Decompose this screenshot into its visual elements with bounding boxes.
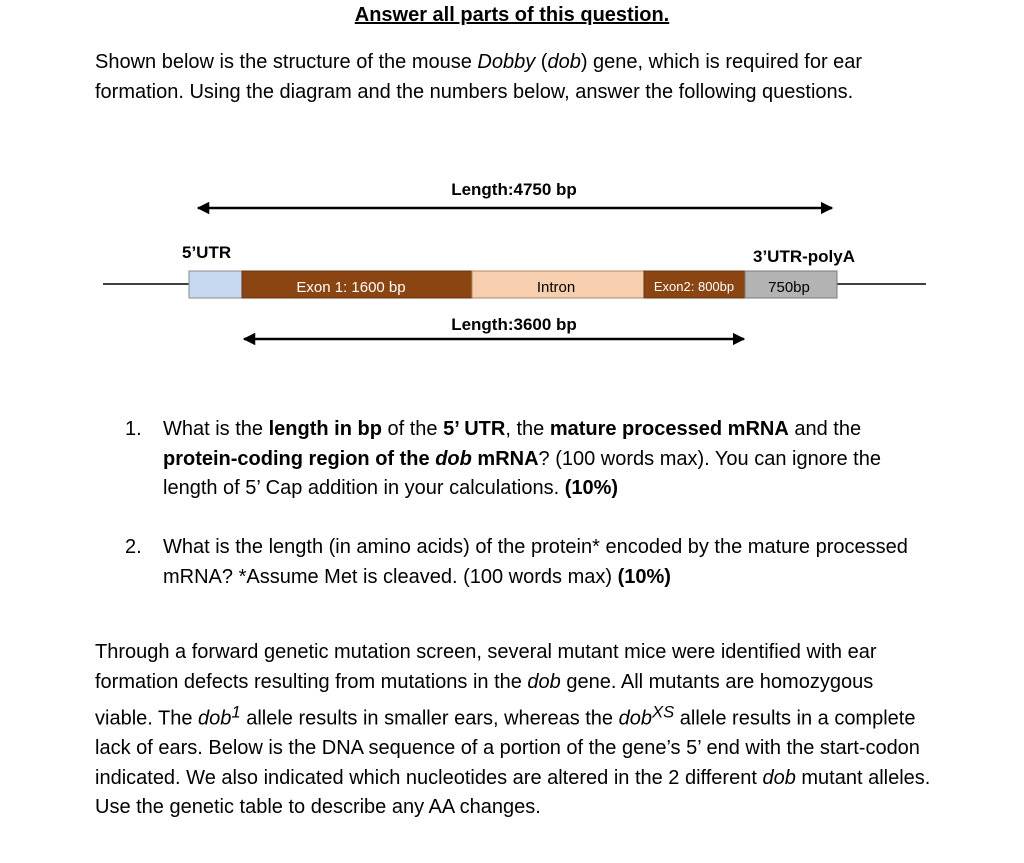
question-number: 2. — [125, 536, 142, 558]
exon1-label: Exon 1: 1600 bp — [296, 279, 406, 296]
closing-paragraph — [95, 638, 935, 823]
question-text-bold: protein-coding region of the — [163, 447, 436, 470]
gene-symbol-dob: dob — [435, 447, 472, 470]
question-text — [163, 415, 915, 504]
intron-label: Intron — [536, 279, 576, 296]
gene-name-dobby: Dobby — [477, 51, 536, 73]
gene-symbol-dob: dob — [762, 766, 796, 789]
question-text-part: and the — [788, 418, 862, 440]
intro-text: ) gene, which is required for ear formation. Using the diagram and the numbers below, answer the following questions. — [95, 51, 863, 103]
question-text — [163, 533, 915, 592]
question-text-part: , the — [505, 418, 550, 440]
allele-superscript: 1 — [231, 702, 241, 721]
closing-text: allele results in smaller ears, whereas the — [240, 707, 619, 730]
gene-symbol-dob: dob — [527, 670, 561, 693]
closing-text: Through a forward genetic mutation screen, several mutant mice were identified with ear formation defects resulting from mutations in the — [95, 641, 877, 693]
question-text-part: What is the length (in amino acids) of the protein* encoded by the mature processed mRNA? *Assume Met is cleaved. (100 words max) — [163, 536, 908, 588]
utr3-length-label: 750bp — [768, 279, 810, 296]
exon2-label: Exon2: 800bp — [653, 279, 735, 294]
question-weight: (10%) — [564, 477, 619, 499]
utr3-label: 3’UTR-polyA — [753, 247, 855, 266]
bottom-length-label: Length:3600 bp — [451, 315, 577, 334]
question-2 — [125, 533, 915, 592]
question-text-bold: mature processed mRNA — [549, 418, 789, 440]
gene-structure-diagram — [0, 0, 1024, 360]
allele-dobxs: dob — [618, 707, 652, 730]
intro-text: Shown below is the structure of the mouse — [95, 51, 478, 73]
question-text-part: What is the — [163, 418, 269, 440]
question-text-bold: 5’ UTR — [443, 418, 506, 440]
question-text-bold: length in bp — [268, 418, 382, 440]
heading: Answer all parts of this question. — [354, 4, 670, 26]
closing-text: allele results in a complete lack of ears. Below is the DNA sequence of a portion of the gene’s 5’ end with the start-codon indicated. We also indicated which nucleotides are altered in the 2 different — [95, 707, 920, 789]
gene-symbol-dob: dob — [547, 51, 581, 73]
allele-superscript: XS — [652, 702, 675, 721]
question-text-bold: mRNA — [471, 447, 539, 470]
question-weight: (10%) — [617, 565, 671, 588]
closing-text: mutant alleles. Use the genetic table to describe any AA changes. — [95, 766, 931, 819]
question-text-part: ? (100 words max). You can ignore the length of 5’ Cap addition in your calculations. — [163, 447, 881, 499]
closing-text: gene. All mutants are homozygous viable. The — [95, 670, 874, 730]
question-1 — [125, 415, 915, 504]
question-number: 1. — [125, 418, 142, 440]
allele-dob1: dob — [198, 707, 232, 730]
top-length-label: Length:4750 bp — [451, 180, 577, 199]
question-text-part: of the — [381, 418, 444, 440]
utr5-label: 5’UTR — [182, 243, 232, 262]
intro-text: ( — [535, 51, 548, 73]
utr5-box — [189, 271, 242, 298]
